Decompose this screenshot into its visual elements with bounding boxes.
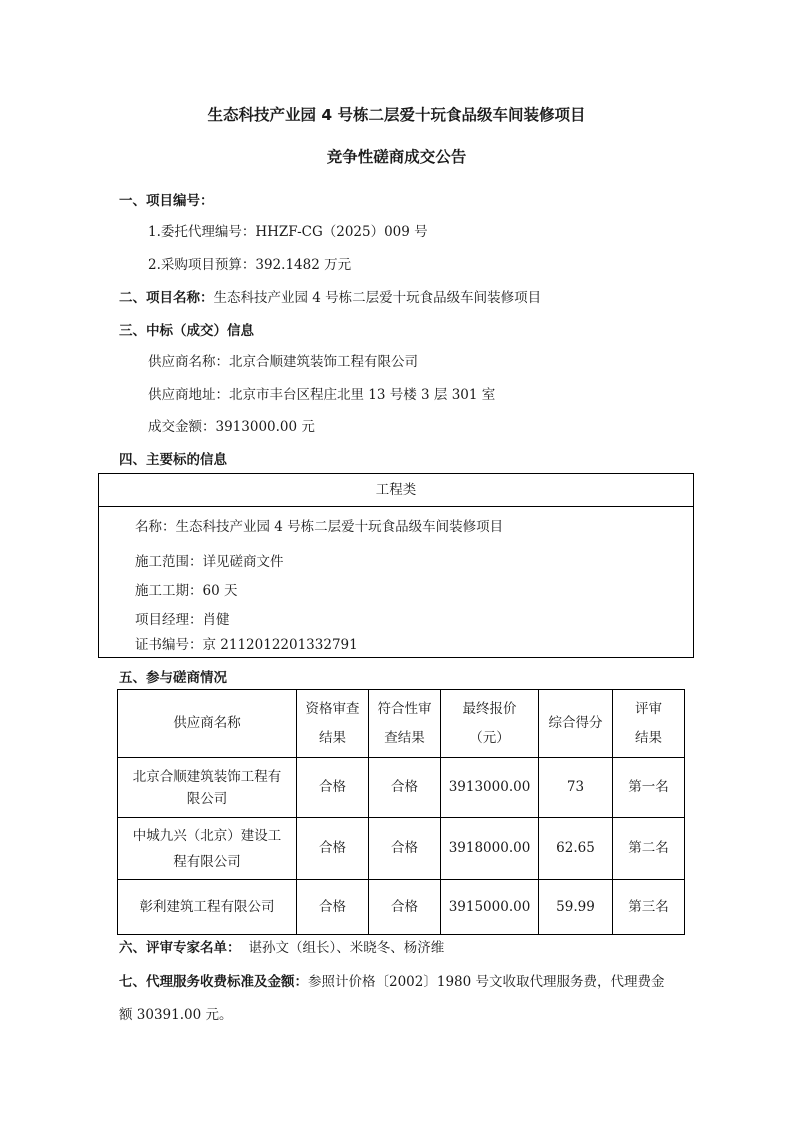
- score-cell: 59.99: [539, 880, 613, 935]
- subject-name: 名称：生态科技产业园 4 号栋二层爱十玩食品级车间装修项目: [135, 519, 504, 535]
- section-2-heading: 二、项目名称：: [119, 290, 214, 306]
- project-manager: 项目经理：肖健: [135, 612, 230, 628]
- fee-amount: 额 30391.00 元。: [119, 1007, 233, 1023]
- project-name: 生态科技产业园 4 号栋二层爱十玩食品级车间装修项目: [213, 290, 542, 306]
- col-result: 评审结果: [613, 690, 685, 758]
- qualification-cell: 合格: [297, 880, 369, 935]
- compliance-cell: 合格: [369, 758, 441, 818]
- table-row: [118, 758, 685, 818]
- construction-scope: 施工范围：详见磋商文件: [135, 554, 284, 570]
- agency-number: 1.委托代理编号：HHZF-CG（2025）009 号: [148, 224, 428, 240]
- qualification-cell: 合格: [297, 818, 369, 880]
- section-7-heading: 七、代理服务收费标准及金额：: [119, 974, 308, 990]
- rank-cell: 第二名: [613, 818, 685, 880]
- section-3-heading: 三、中标（成交）信息: [119, 323, 254, 339]
- table-row: [118, 818, 685, 880]
- section-6-heading: 六、评审专家名单：: [119, 940, 241, 956]
- table-row: [118, 880, 685, 935]
- compliance-cell: 合格: [369, 880, 441, 935]
- page-subtitle: 竞争性磋商成交公告: [326, 148, 467, 166]
- rank-cell: 第一名: [613, 758, 685, 818]
- section-1-heading: 一、项目编号：: [119, 193, 214, 209]
- supplier-cell: 北京合顺建筑装饰工程有限公司: [118, 758, 297, 818]
- col-compliance: 符合性审查结果: [369, 690, 441, 758]
- subject-category: 工程类: [99, 474, 693, 507]
- col-final-price: 最终报价（元）: [441, 690, 539, 758]
- table-header-row: [118, 690, 685, 758]
- col-supplier-name: 供应商名称: [118, 690, 297, 758]
- price-cell: 3915000.00: [441, 880, 539, 935]
- project-budget: 2.采购项目预算：392.1482 万元: [148, 257, 352, 273]
- price-cell: 3913000.00: [441, 758, 539, 818]
- supplier-cell: 中城九兴（北京）建设工程有限公司: [118, 818, 297, 880]
- section-2: [119, 286, 541, 306]
- section-4-heading: 四、主要标的信息: [119, 452, 227, 468]
- compliance-cell: 合格: [369, 818, 441, 880]
- section-7: [119, 970, 665, 990]
- negotiation-table: [117, 689, 685, 935]
- subject-info-box: [98, 473, 694, 658]
- supplier-cell: 彰利建筑工程有限公司: [118, 880, 297, 935]
- expert-list: 谌孙文（组长）、米晓冬、杨济维: [248, 940, 445, 956]
- col-score: 综合得分: [539, 690, 613, 758]
- rank-cell: 第三名: [613, 880, 685, 935]
- section-6: [119, 936, 444, 956]
- supplier-address: 供应商地址：北京市丰台区程庄北里 13 号楼 3 层 301 室: [148, 387, 496, 403]
- supplier-name: 供应商名称：北京合顺建筑装饰工程有限公司: [148, 354, 418, 370]
- score-cell: 62.65: [539, 818, 613, 880]
- col-qualification: 资格审查结果: [297, 690, 369, 758]
- section-5-heading: 五、参与磋商情况: [119, 670, 227, 686]
- score-cell: 73: [539, 758, 613, 818]
- certificate-number: 证书编号：京 2112012201332791: [135, 637, 358, 653]
- construction-period: 施工工期：60 天: [135, 583, 238, 599]
- deal-amount: 成交金额：3913000.00 元: [148, 419, 315, 435]
- qualification-cell: 合格: [297, 758, 369, 818]
- page-title: 生态科技产业园 4 号栋二层爱十玩食品级车间装修项目: [207, 106, 586, 124]
- price-cell: 3918000.00: [441, 818, 539, 880]
- fee-description: 参照计价格〔2002〕1980 号文收取代理服务费，代理费金: [308, 974, 665, 990]
